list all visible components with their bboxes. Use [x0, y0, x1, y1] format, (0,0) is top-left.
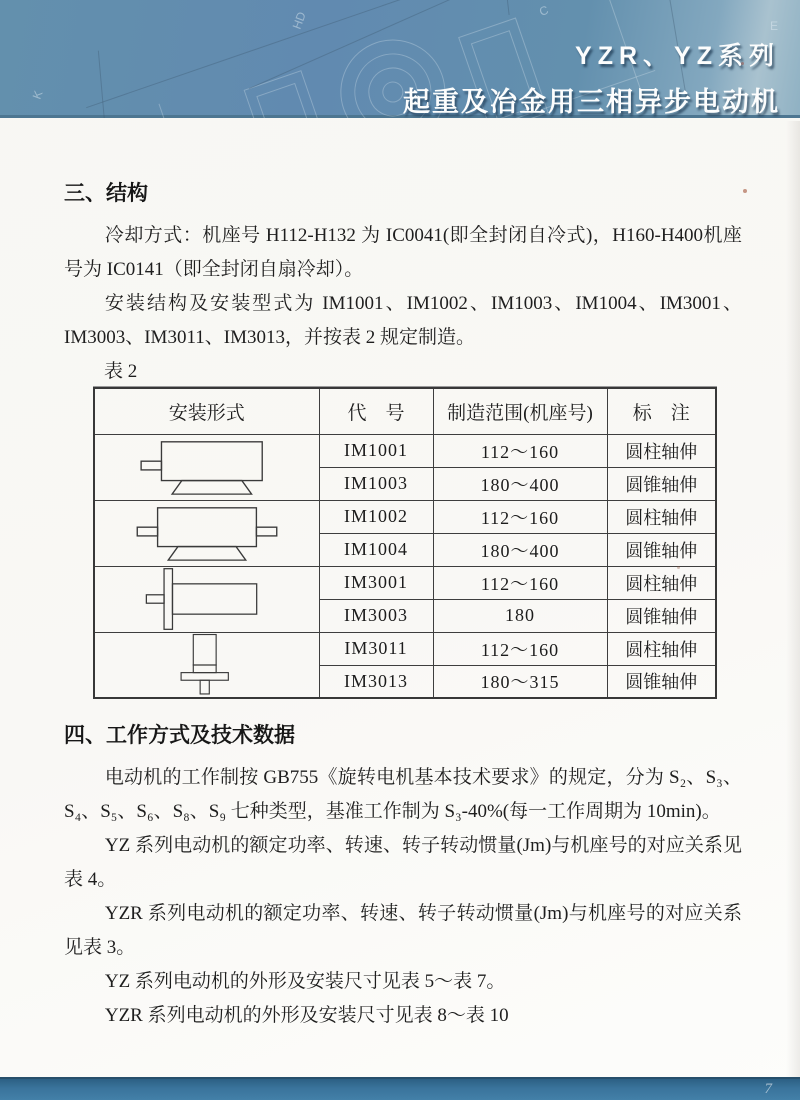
yzr-dimensions-paragraph: YZR 系列电动机的外形及安装尺寸见表 8～表 10: [104, 1005, 509, 1026]
section4-heading: 四、工作方式及技术数据: [64, 724, 295, 747]
flange-mounted-motor-icon: [132, 567, 282, 631]
code-cell: IM1002: [319, 500, 433, 533]
section3-heading: 三、结构: [64, 182, 148, 205]
scan-speck: [741, 62, 744, 65]
table-row: [94, 434, 716, 467]
page-number: 7: [764, 1081, 772, 1097]
col-header-note: 标 注: [607, 388, 716, 434]
code-cell: IM3013: [319, 665, 433, 698]
scan-edge-shadow: [786, 121, 800, 1077]
table2-label: 表 2: [104, 361, 138, 382]
table-row: [94, 566, 716, 599]
scan-speck: [677, 566, 680, 569]
header-band: [0, 0, 800, 118]
scan-speck: [743, 189, 747, 193]
svg-text:C: C: [537, 2, 551, 19]
code-cell: IM3003: [319, 599, 433, 632]
mounting-types-table: [93, 387, 717, 699]
col-header-mounting-form: 安装形式: [94, 388, 319, 434]
table-row: [94, 500, 716, 533]
col-header-code: 代 号: [319, 388, 433, 434]
double-shaft-motor-icon: [132, 502, 282, 564]
foot-mounted-motor-icon: [132, 436, 282, 498]
duty-type-paragraph: 电动机的工作制按 GB755《旋转电机基本技术要求》的规定，分为 S₂、S₃、S₄、S₅、S₆、S₈、S₉ 七种类型，基准工作制为 S₃-40%(每一工作周期为 10min)。: [64, 767, 742, 822]
cooling-method-paragraph: 冷却方式：机座号 H112-H132 为 IC0041(即全封闭自冷式)，H160-H400机座号为 IC0141（即全封闭自扇冷却）。: [64, 225, 742, 280]
code-cell: IM1003: [319, 467, 433, 500]
product-title: 起重及冶金用三相异步电动机: [403, 87, 780, 117]
table-row: [94, 632, 716, 665]
page-body: [0, 121, 800, 1033]
note-cell: 圆锥轴伸: [607, 533, 716, 566]
svg-text:K: K: [29, 88, 46, 102]
code-cell: IM3001: [319, 566, 433, 599]
range-cell: 180～400: [433, 533, 607, 566]
footer-band: [0, 1077, 800, 1100]
range-cell: 112～160: [433, 500, 607, 533]
note-cell: 圆柱轴伸: [607, 500, 716, 533]
range-cell: 112～160: [433, 434, 607, 467]
table-header-row: [94, 388, 716, 434]
mounting-structure-paragraph: 安装结构及安装型式为 IM1001、IM1002、IM1003、IM1004、IM3001、IM3003、IM3011、IM3013，并按表 2 规定制造。: [64, 293, 742, 348]
col-header-frame-range: 制造范围(机座号): [433, 388, 607, 434]
range-cell: 180: [433, 599, 607, 632]
document-title: [403, 36, 780, 119]
vertical-flange-motor-diagram-cell: [94, 632, 319, 698]
code-cell: IM3011: [319, 632, 433, 665]
code-cell: IM1004: [319, 533, 433, 566]
svg-text:HD: HD: [289, 9, 309, 32]
series-title: YZR、YZ系列: [575, 42, 780, 70]
yz-rating-paragraph: YZ 系列电动机的额定功率、转速、转子转动惯量(Jm)与机座号的对应关系见表 4。: [64, 835, 742, 890]
yzr-rating-paragraph: YZR 系列电动机的额定功率、转速、转子转动惯量(Jm)与机座号的对应关系见表 3。: [64, 903, 742, 958]
foot-mounted-motor-diagram-cell: [94, 434, 319, 500]
note-cell: 圆锥轴伸: [607, 467, 716, 500]
note-cell: 圆锥轴伸: [607, 599, 716, 632]
range-cell: 180～400: [433, 467, 607, 500]
range-cell: 180～315: [433, 665, 607, 698]
note-cell: 圆柱轴伸: [607, 632, 716, 665]
range-cell: 112～160: [433, 632, 607, 665]
note-cell: 圆柱轴伸: [607, 434, 716, 467]
yz-dimensions-paragraph: YZ 系列电动机的外形及安装尺寸见表 5～表 7。: [104, 971, 506, 992]
flange-mounted-motor-diagram-cell: [94, 566, 319, 632]
note-cell: 圆柱轴伸: [607, 566, 716, 599]
code-cell: IM1001: [319, 434, 433, 467]
double-shaft-motor-diagram-cell: [94, 500, 319, 566]
note-cell: 圆锥轴伸: [607, 665, 716, 698]
vertical-flange-motor-icon: [152, 633, 262, 697]
range-cell: 112～160: [433, 566, 607, 599]
svg-text:E: E: [770, 19, 779, 33]
